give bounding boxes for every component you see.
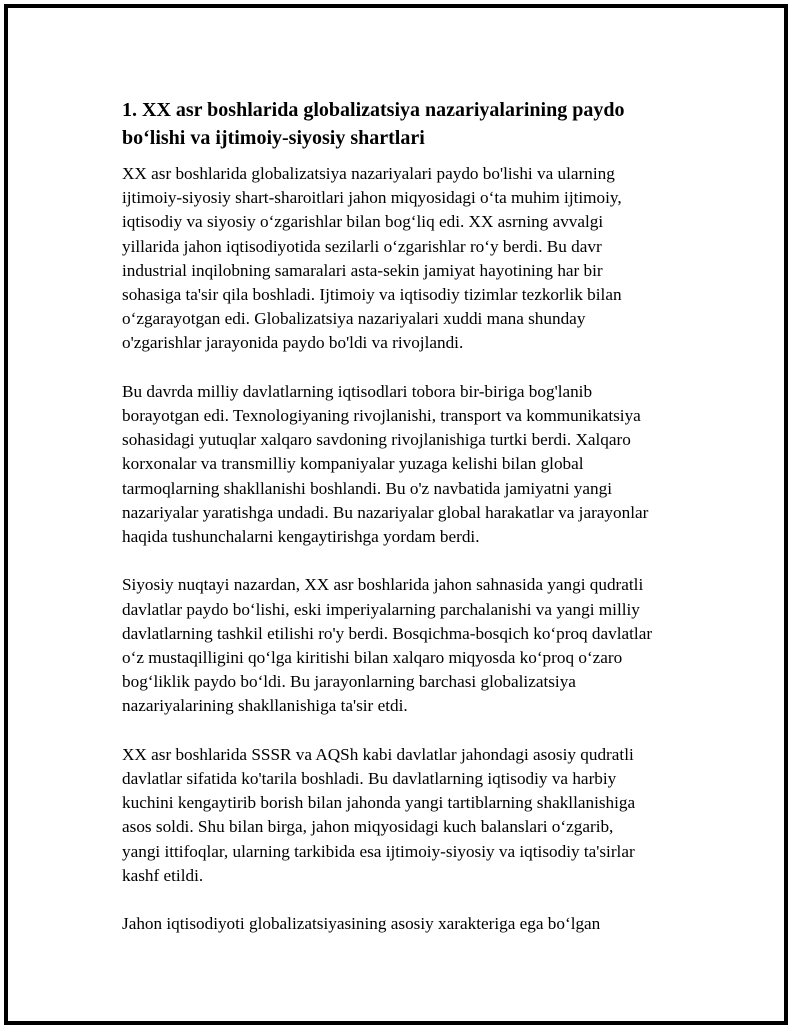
- paragraph-line: Bu davrda milliy davlatlarning iqtisodlari tobora bir-biriga bog'lanib: [122, 381, 593, 401]
- paragraph-line: asos soldi. Shu bilan birga, jahon miqyosidagi kuch balanslari o‘zgarib,: [122, 817, 614, 837]
- section-heading: [122, 96, 692, 152]
- paragraph-line: davlatlar sifatida ko'tarila boshladi. Bu davlatlarning iqtisodiy va harbiy: [122, 769, 617, 789]
- paragraph-line: haqida tushunchalarni kengaytirishga yordam berdi.: [122, 527, 480, 547]
- paragraph-line: korxonalar va transmilliy kompaniyalar yuzaga kelishi bilan global: [122, 454, 584, 474]
- paragraph-line: o'zgarishlar jarayonida paydo bo'ldi va rivojlandi.: [122, 333, 464, 353]
- page-frame: [4, 4, 788, 1025]
- paragraph-line: bog‘liklik paydo bo‘ldi. Bu jarayonlarning barchasi globalizatsiya: [122, 672, 576, 692]
- paragraph-line: ijtimoiy-siyosiy shart-sharoitlari jahon miqyosidagi o‘ta muhim ijtimoiy,: [122, 188, 622, 208]
- paragraph-line: XX asr boshlarida SSSR va AQSh kabi davlatlar jahondagi asosiy qudratli: [122, 744, 634, 764]
- paragraph-5: [122, 912, 692, 936]
- paragraph-line: sohasidagi yutuqlar xalqaro savdoning rivojlanishiga turtki berdi. Xalqaro: [122, 430, 631, 450]
- paragraph-line: nazariyalar yaratishga undadi. Bu nazariyalar global harakatlar va jarayonlar: [122, 502, 649, 522]
- paragraph-line: XX asr boshlarida globalizatsiya nazariyalari paydo bo'lishi va ularning: [122, 164, 615, 183]
- paragraph-line: kashf etildi.: [122, 865, 204, 885]
- paragraph-line: kuchini kengaytirib borish bilan jahonda yangi tartiblarning shakllanishiga: [122, 793, 636, 813]
- document-body: [122, 96, 692, 961]
- paragraph-line: Siyosiy nuqtayi nazardan, XX asr boshlarida jahon sahnasida yangi qudratli: [122, 575, 644, 595]
- paragraph-line: iqtisodiy va siyosiy o‘zgarishlar bilan bog‘liq edi. XX asrning avvalgi: [122, 212, 604, 232]
- paragraph-line: Jahon iqtisodiyoti globalizatsiyasining asosiy xarakteriga ega bo‘lgan: [122, 914, 601, 934]
- heading-line: 1. XX asr boshlarida globalizatsiya nazariyalarining paydo: [122, 99, 625, 121]
- paragraph-4: [122, 743, 692, 888]
- paragraph-line: o‘z mustaqilligini qo‘lga kiritishi bilan xalqaro miqyosda ko‘proq o‘zaro: [122, 648, 623, 668]
- paragraph-3: [122, 573, 692, 718]
- paragraph-line: borayotgan edi. Texnologiyaning rivojlanishi, transport va kommunikatsiya: [122, 406, 641, 426]
- paragraph-line: industrial inqilobning samaralari asta-sekin jamiyat hayotining har bir: [122, 260, 603, 280]
- paragraph-1: [122, 162, 692, 356]
- paragraph-line: davlatlarning tashkil etilishi ro'y berdi. Bosqichma-bosqich ko‘proq davlatlar: [122, 623, 653, 643]
- heading-line: bo‘lishi va ijtimoiy-siyosiy shartlari: [122, 127, 425, 149]
- paragraph-line: yillarida jahon iqtisodiyotida sezilarli o‘zgarishlar ro‘y berdi. Bu davr: [122, 236, 602, 256]
- paragraph-2: [122, 380, 692, 549]
- paragraph-line: yangi ittifoqlar, ularning tarkibida esa ijtimoiy-siyosiy va iqtisodiy ta'sirlar: [122, 841, 635, 861]
- paragraph-line: sohasiga ta'sir qila boshladi. Ijtimoiy va iqtisodiy tizimlar tezkorlik bilan: [122, 285, 622, 305]
- paragraph-line: nazariyalarining shakllanishiga ta'sir etdi.: [122, 696, 408, 716]
- paragraph-line: davlatlar paydo bo‘lishi, eski imperiyalarning parchalanishi va yangi milliy: [122, 599, 640, 619]
- paragraph-line: o‘zgarayotgan edi. Globalizatsiya nazariyalari xuddi mana shunday: [122, 309, 586, 329]
- paragraph-line: tarmoqlarning shakllanishi boshlandi. Bu o'z navbatida jamiyatni yangi: [122, 478, 612, 498]
